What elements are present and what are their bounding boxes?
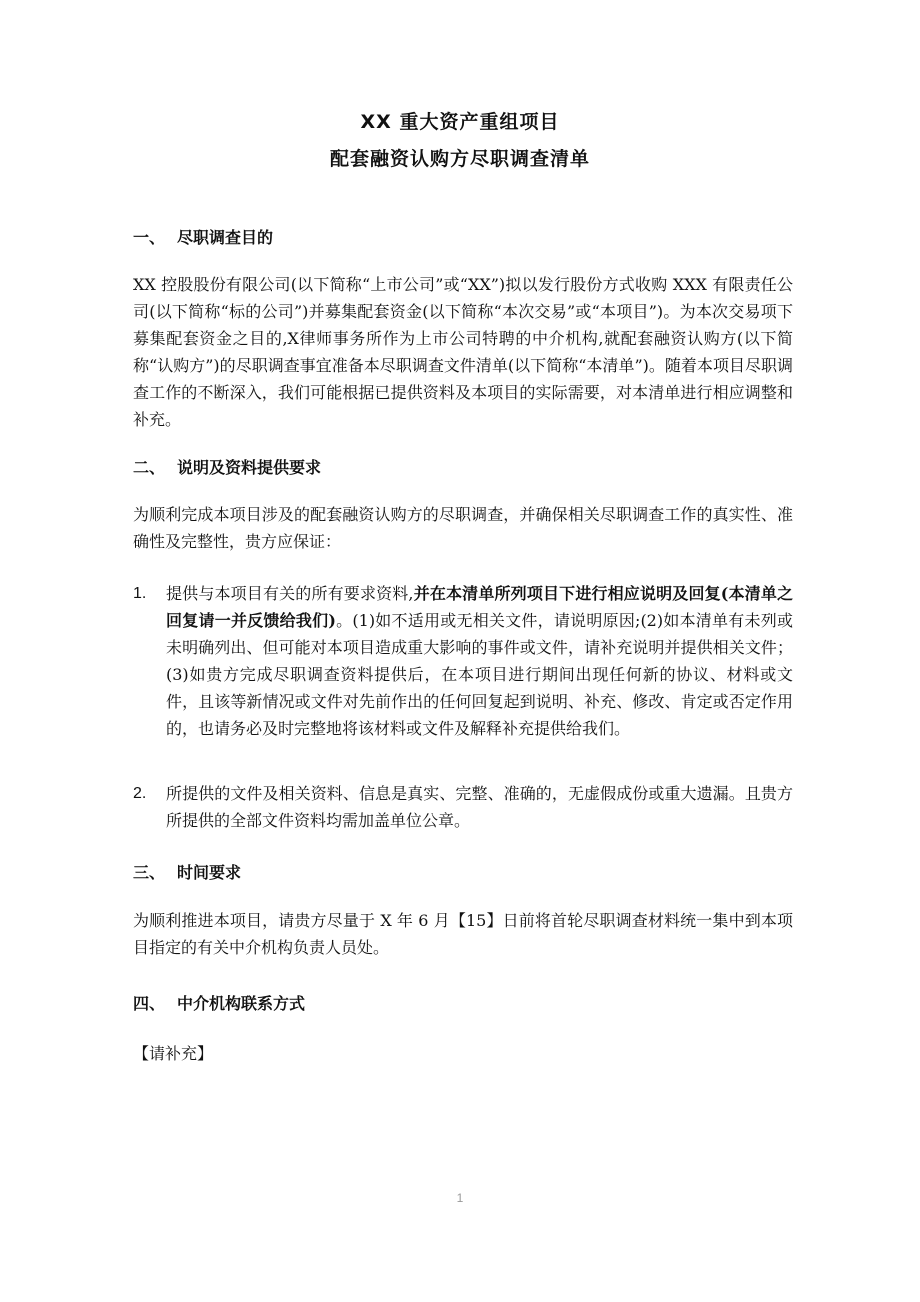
list-item xyxy=(133,780,793,834)
page-number: 1 xyxy=(456,1191,464,1205)
section-4-placeholder: 【请补充】 xyxy=(133,1044,214,1063)
section-number: 四、 xyxy=(133,994,166,1013)
section-number: 二、 xyxy=(133,458,166,477)
document-title-line2: 配套融资认购方尽职调查清单 xyxy=(329,148,590,170)
section-title: 时间要求 xyxy=(177,863,242,882)
document-title-line1: XX 重大资产重组项目 xyxy=(360,111,560,133)
list-item-text: 所提供的文件及相关资料、信息是真实、完整、准确的，无虚假成份或重大遗漏。且贵方所提供的全部文件资料均需加盖单位公章。 xyxy=(166,784,793,830)
section-number: 一、 xyxy=(133,228,166,247)
section-title: 中介机构联系方式 xyxy=(177,994,306,1013)
list-item-lead: 提供与本项目有关的所有要求资料, xyxy=(166,584,414,603)
section-title: 说明及资料提供要求 xyxy=(177,458,322,477)
section-heading-2 xyxy=(133,455,321,478)
list-item-rest: 。(1)如不适用或无相关文件，请说明原因;(2)如本清单有未列或未明确列出、但可能对本项目造成重大影响的事件或文件，请补充说明并提供相关文件；(3)如贵方完成尽职调查资料提供后，在本项目进行期间出现任何新的协议、材料或文件，且该等新情况或文件对先前作出的任何回复起到说明、补充、修改、肯定或否定作用的，也请务必及时完整地将该材料或文件及解释补充提供给我们。 xyxy=(166,611,793,738)
section-title: 尽职调查目的 xyxy=(177,228,274,247)
section-heading-3 xyxy=(133,860,241,883)
list-item xyxy=(133,580,793,742)
section-2-intro: 为顺利完成本项目涉及的配套融资认购方的尽职调查，并确保相关尽职调查工作的真实性、准确性及完整性，贵方应保证： xyxy=(133,505,793,551)
section-number: 三、 xyxy=(133,863,166,882)
section-3-paragraph: 为顺利推进本项目，请贵方尽量于 X 年 6 月【15】日前将首轮尽职调查材料统一集中到本项目指定的有关中介机构负责人员处。 xyxy=(133,911,793,957)
list-item-text xyxy=(166,580,793,742)
list-item-bold-text: 并在本清单所列项目下进行相应说明及回复(本清单之回复请一并反馈给我们) xyxy=(166,584,793,630)
list-marker: 2. xyxy=(133,785,147,802)
list-marker: 1. xyxy=(133,585,147,602)
section-1-paragraph: XX 控股股份有限公司(以下简称“上市公司”或“XX”)拟以发行股份方式收购 XXX 有限责任公司(以下简称“标的公司”)并募集配套资金(以下简称“本次交易”或“本项目”)。为本次交易项下募集配套资金之目的,X律师事务所作为上市公司特聘的中介机构,就配套融资认购方(以下简称“认购方”)的尽职调查事宜准备本尽职调查文件清单(以下简称“本清单”)。随着本项目尽职调查工作的不断深入，我们可能根据已提供资料及本项目的实际需要，对本清单进行相应调整和补充。 xyxy=(133,275,793,429)
section-heading-4 xyxy=(133,991,305,1014)
section-heading-1 xyxy=(133,225,273,248)
